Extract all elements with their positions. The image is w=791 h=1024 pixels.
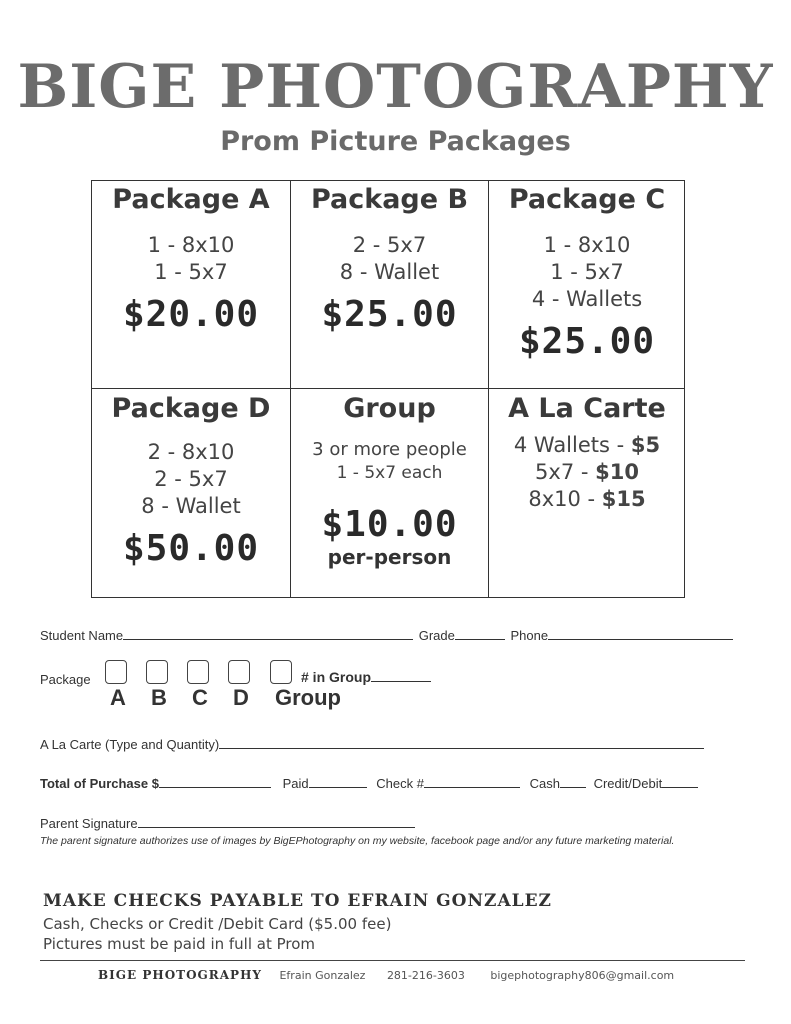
package-title: Package B (310, 184, 469, 215)
page-subtitle: Prom Picture Packages (220, 126, 571, 157)
package-item: 3 or more people (312, 439, 467, 460)
package-title: Package D (111, 393, 271, 424)
package-item: 1 - 5x7 (154, 260, 228, 284)
student-info-row (40, 628, 733, 643)
payment-row (40, 776, 698, 791)
footer-name: Efrain Gonzalez (279, 969, 366, 982)
signature-row (40, 816, 415, 831)
footer (98, 968, 674, 982)
paid-label: Paid (282, 776, 309, 791)
group-checkbox[interactable] (270, 660, 292, 684)
a-la-carte-row (40, 737, 704, 752)
brand-title: BIGE PHOTOGRAPHY (17, 52, 774, 122)
credit-field[interactable] (662, 776, 698, 788)
package-title: Group (343, 393, 436, 424)
a-la-carte-card (489, 393, 685, 513)
package-label: Package (40, 672, 91, 687)
parent-signature-label: Parent Signature (40, 816, 138, 831)
item-label: 5x7 - (535, 460, 596, 484)
a-la-carte-item (489, 432, 685, 459)
package-price: $20.00 (122, 294, 260, 335)
package-item: 8 - Wallet (339, 260, 440, 284)
option-label: C (192, 685, 208, 710)
signature-note: The parent signature authorizes use of images by BigEPhotography on my website, facebook page and/or any future marketing material. (40, 835, 675, 847)
check-field[interactable] (424, 776, 520, 788)
a-la-carte-item (489, 459, 685, 486)
grade-label: Grade (418, 628, 455, 643)
package-c-checkbox[interactable] (187, 660, 209, 684)
student-name-field[interactable] (123, 628, 413, 640)
package-price: $50.00 (122, 528, 260, 569)
item-label: 8x10 - (528, 487, 602, 511)
total-field[interactable] (159, 776, 271, 788)
phone-label: Phone (510, 628, 549, 643)
cash-label: Cash (529, 776, 560, 791)
group-package-card (291, 393, 488, 569)
option-label: A (110, 685, 126, 710)
payment-policy: Pictures must be paid in full at Prom (43, 935, 316, 953)
package-item: 2 - 5x7 (352, 233, 427, 257)
option-label: D (233, 685, 249, 710)
package-b-card (291, 184, 488, 335)
footer-divider (40, 960, 745, 961)
item-price: $5 (630, 433, 661, 457)
option-label: B (151, 685, 167, 710)
package-title: Package A (112, 184, 270, 215)
in-group-label: # in Group (301, 669, 371, 685)
package-a-checkbox[interactable] (105, 660, 127, 684)
price-note: per-person (327, 545, 452, 569)
check-label: Check # (376, 776, 424, 791)
package-d-checkbox[interactable] (228, 660, 250, 684)
package-d-card (92, 393, 290, 569)
cash-field[interactable] (560, 776, 586, 788)
checks-payable-heading: MAKE CHECKS PAYABLE TO EFRAIN GONZALEZ (43, 891, 552, 911)
package-title: Package C (508, 184, 666, 215)
package-price: $25.00 (518, 321, 656, 362)
item-price: $15 (601, 487, 646, 511)
phone-field[interactable] (548, 628, 733, 640)
package-item: 1 - 8x10 (147, 233, 235, 257)
in-group-row (301, 669, 431, 685)
option-label: Group (275, 685, 341, 710)
parent-signature-field[interactable] (138, 816, 415, 828)
package-item: 2 - 5x7 (154, 467, 228, 491)
package-item: 1 - 5x7 (550, 260, 624, 284)
package-item: 2 - 8x10 (147, 440, 235, 464)
package-item: 8 - Wallet (141, 494, 241, 518)
package-a-card (92, 184, 290, 335)
grade-field[interactable] (455, 628, 505, 640)
package-c-card (489, 184, 685, 362)
package-item: 4 - Wallets (531, 287, 643, 311)
package-price: $10.00 (321, 504, 458, 545)
footer-phone: 281-216-3603 (386, 969, 465, 982)
payment-methods: Cash, Checks or Credit /Debit Card ($5.00 fee) (43, 915, 392, 933)
grid-divider (91, 388, 685, 389)
student-name-label: Student Name (40, 628, 124, 643)
a-la-carte-item (489, 486, 685, 513)
item-label: 4 Wallets - (513, 433, 631, 457)
package-b-checkbox[interactable] (146, 660, 168, 684)
footer-email[interactable]: bigephotography806@gmail.com (490, 969, 675, 982)
a-la-carte-field[interactable] (219, 737, 704, 749)
package-title: A La Carte (508, 393, 666, 424)
in-group-field[interactable] (371, 670, 431, 682)
package-price: $25.00 (321, 294, 458, 335)
package-item: 1 - 5x7 each (336, 463, 443, 483)
total-label: Total of Purchase $ (40, 776, 159, 791)
paid-field[interactable] (309, 776, 367, 788)
a-la-carte-label: A La Carte (Type and Quantity) (40, 737, 220, 752)
footer-brand: BIGE PHOTOGRAPHY (98, 968, 262, 982)
item-price: $10 (595, 460, 639, 484)
credit-label: Credit/Debit (593, 776, 663, 791)
package-item: 1 - 8x10 (543, 233, 631, 257)
